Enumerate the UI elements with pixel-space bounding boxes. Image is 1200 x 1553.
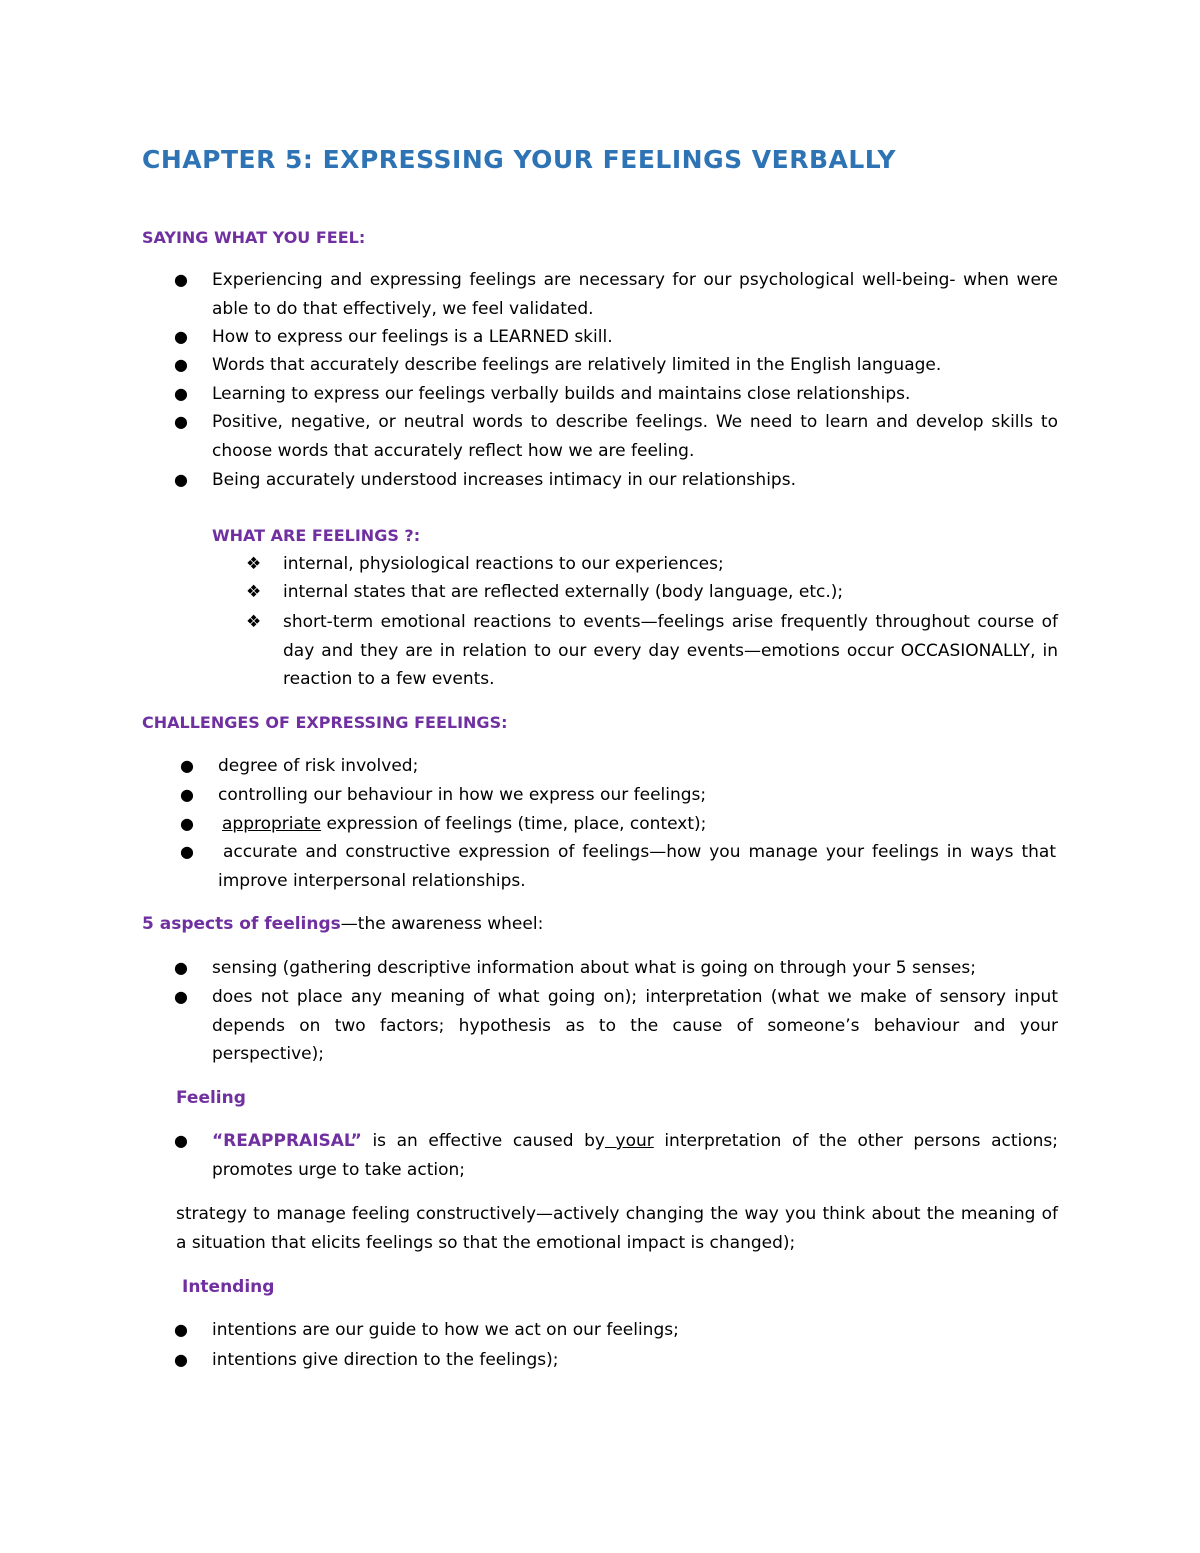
bullet-icon: ● [174,355,188,374]
underlined-word: appropriate [222,814,322,834]
diamond-bullet-icon: ❖ [246,554,262,574]
list-item: Being accurately understood increases intimacy in our relationships. [212,470,796,490]
list-item: accurate and constructive expression of feelings—how you manage your feelings in ways that improve interpersonal relationships. [218,842,1056,891]
underlined-word: your [604,1131,654,1151]
awareness-wheel-lead: 5 aspects of feelings [142,914,341,934]
diamond-bullet-icon: ❖ [246,582,262,602]
list-item: does not place any meaning of what going on); interpretation (what we make of sensory input depends on two factors; hypothesis as to the cause of someone’s behaviour and your perspective); [212,987,1058,1064]
bullet-icon: ● [174,958,188,977]
reappraisal-term: “REAPPRAISAL” [212,1131,362,1151]
strategy-paragraph: strategy to manage feeling constructively—actively changing the way you think about the meaning of a situation that elicits feelings so that the emotional impact is changed); [176,1204,1058,1253]
bullet-icon: ● [174,987,188,1006]
list-item: intentions give direction to the feelings); [212,1350,559,1370]
list-item: Positive, negative, or neutral words to describe feelings. We need to learn and develop skills to choose words that accurately reflect how we are feeling. [212,412,1058,461]
list-item-rest: expression of feelings (time, place, context); [321,814,707,834]
bullet-icon: ● [180,842,194,861]
bullet-icon: ● [174,470,188,489]
reappraisal-text-2: interpretation of the other persons actions; promotes urge to take action; [212,1131,1058,1180]
bullet-icon: ● [174,1131,188,1150]
section-heading-feeling: Feeling [176,1088,246,1108]
list-item: sensing (gathering descriptive information about what is going on through your 5 senses; [212,958,976,978]
list-item: Learning to express our feelings verbally builds and maintains close relationships. [212,384,911,404]
list-item: Experiencing and expressing feelings are necessary for our psychological well-being- when were able to do that effectively, we feel validated. [212,270,1058,319]
reappraisal-text-1: is an effective caused by [361,1131,605,1151]
diamond-bullet-icon: ❖ [246,612,262,632]
bullet-icon: ● [180,756,194,775]
list-item: Words that accurately describe feelings are relatively limited in the English language. [212,355,942,375]
bullet-icon: ● [180,814,194,833]
section-heading-saying: SAYING WHAT YOU FEEL: [142,228,366,247]
list-item: internal, physiological reactions to our experiences; [283,554,724,574]
section-heading-intending: Intending [182,1277,275,1297]
list-item: controlling our behaviour in how we express our feelings; [218,785,707,805]
awareness-wheel-rest: —the awareness wheel: [340,914,544,934]
section-heading-what-are-feelings: WHAT ARE FEELINGS ?: [212,526,421,545]
list-item: internal states that are reflected externally (body language, etc.); [283,582,844,602]
list-item: degree of risk involved; [218,756,419,776]
bullet-icon: ● [174,327,188,346]
bullet-icon: ● [174,384,188,403]
section-heading-challenges: CHALLENGES OF EXPRESSING FEELINGS: [142,713,508,732]
bullet-icon: ● [174,270,188,289]
page-title: CHAPTER 5: EXPRESSING YOUR FEELINGS VERBALLY [142,145,896,174]
bullet-icon: ● [174,412,188,431]
list-item-reappraisal [212,1127,1058,1184]
list-item [222,810,1058,839]
list-item: intentions are our guide to how we act on our feelings; [212,1320,679,1340]
list-item: How to express our feelings is a LEARNED skill. [212,327,613,347]
bullet-icon: ● [180,785,194,804]
list-item: short-term emotional reactions to events—feelings arise frequently throughout course of day and they are in relation to our every day events—emotions occur OCCASIONALLY, in reaction to a few events. [283,612,1058,689]
bullet-icon: ● [174,1350,188,1369]
awareness-wheel-intro [142,910,1058,939]
bullet-icon: ● [174,1320,188,1339]
